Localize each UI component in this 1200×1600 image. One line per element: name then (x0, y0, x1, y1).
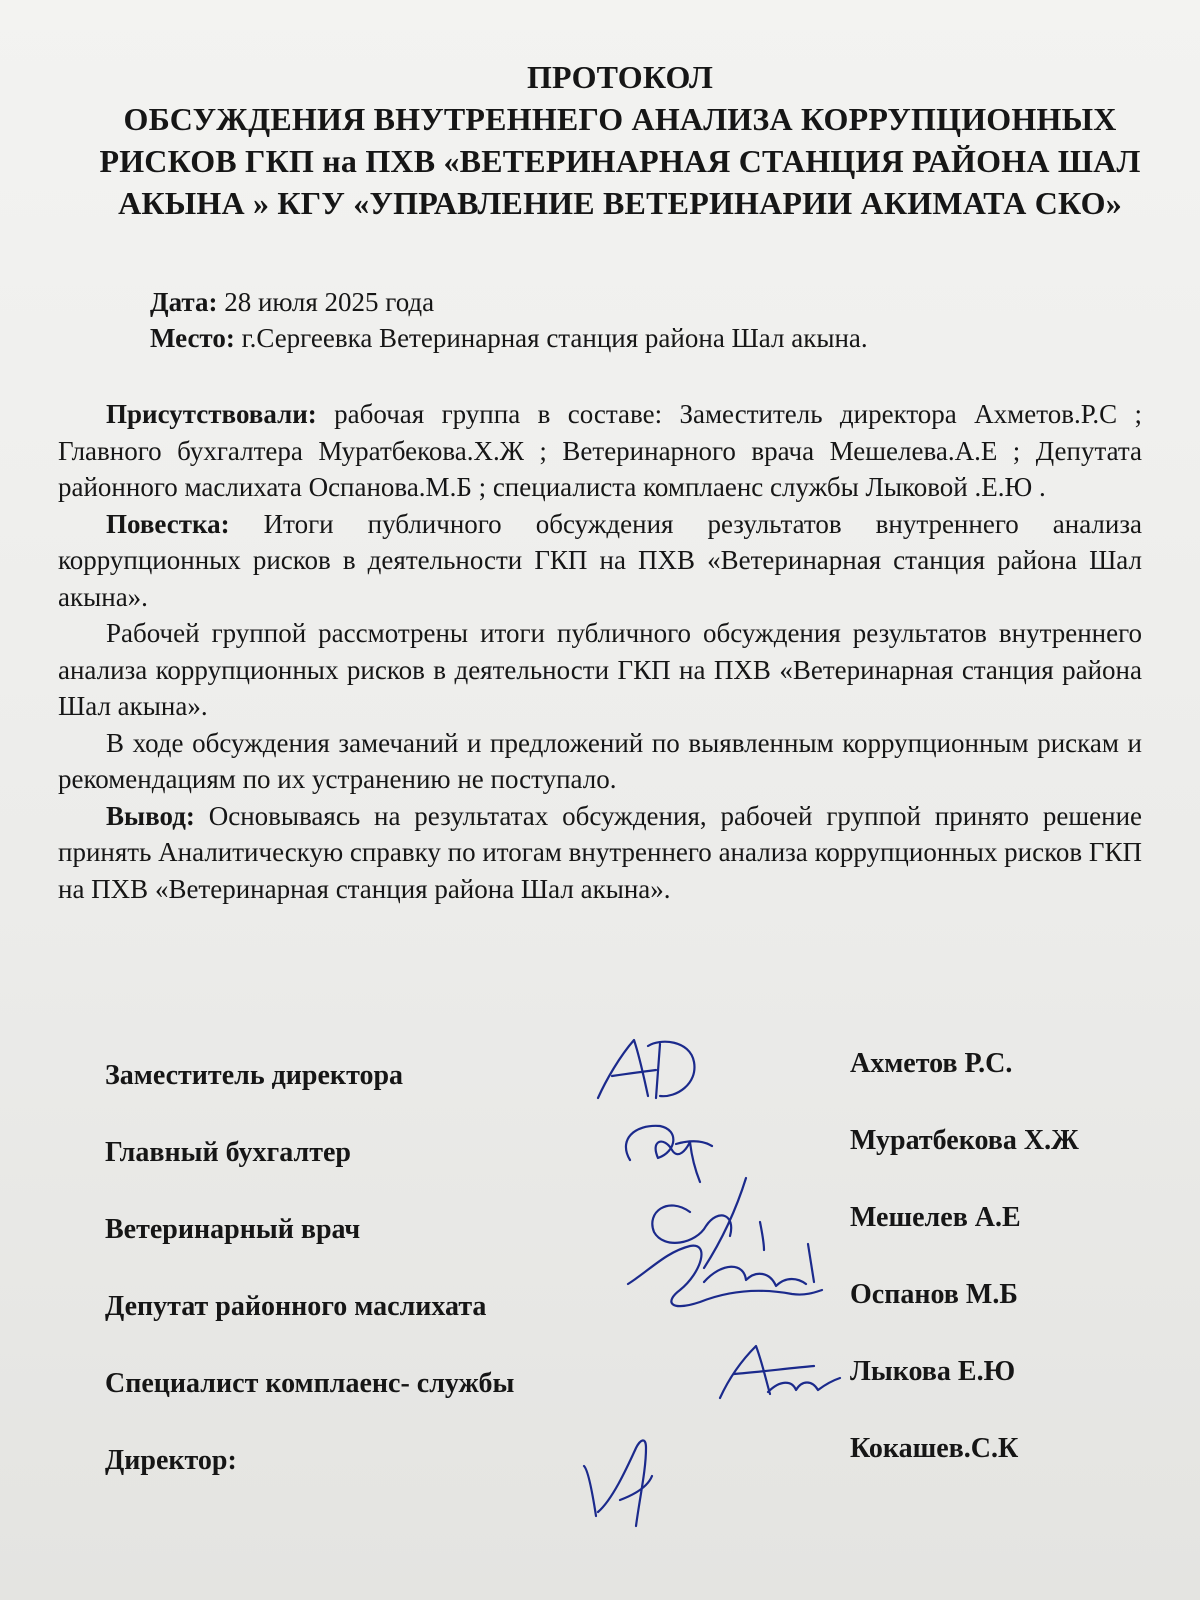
signature-name: Оспанов М.Б (850, 1279, 1018, 1310)
present-paragraph (58, 396, 1142, 506)
title-line-3: РИСКОВ ГКП на ПХВ «ВЕТЕРИНАРНАЯ СТАНЦИЯ РАЙОНА ШАЛ (99, 143, 1141, 179)
signature-role: Заместитель директора (105, 1060, 404, 1091)
title-line-1: ПРОТОКОЛ (526, 59, 714, 95)
agenda-text: Итоги публичного обсуждения результатов внутреннего анализа коррупционных рисков в деятельности ГКП на ПХВ «Ветеринарная станция района Шал акына». (58, 508, 1142, 612)
title-line-2: ОБСУЖДЕНИЯ ВНУТРЕННЕГО АНАЛИЗА КОРРУПЦИОННЫХ (123, 101, 1117, 137)
signature-name: Лыкова Е.Ю (850, 1356, 1016, 1387)
agenda-paragraph (58, 506, 1142, 616)
signature-row (105, 1433, 1145, 1520)
place-label: Место: (150, 323, 235, 353)
signature-name: Муратбекова Х.Ж (850, 1125, 1079, 1156)
present-text: рабочая группа в составе: Заместитель директора Ахметов.Р.С ; Главного бухгалтера Муратбекова.Х.Ж ; Ветеринарного врача Мешелева.А.Е ; Депутата районного маслихата Оспанова.М.Б ; специалиста комплаенс службы Лыковой .Е.Ю . (58, 399, 1142, 502)
conclusion-paragraph (58, 798, 1142, 908)
signature-role: Директор: (105, 1445, 237, 1476)
place-line (150, 320, 868, 356)
date-label: Дата: (150, 287, 218, 317)
meta-block (150, 284, 868, 356)
document-title (70, 56, 1170, 224)
conclusion-label: Вывод: (106, 800, 195, 831)
conclusion-text: Основываясь на результатах обсуждения, рабочей группой принято решение принять Аналитическую справку по итогам внутреннего анализа коррупционных рисков ГКП на ПХВ «Ветеринарная станция района Шал акына». (58, 800, 1142, 904)
review-paragraph: Рабочей группой рассмотрены итоги публичного обсуждения результатов внутреннего анализа коррупционных рисков в деятельности ГКП на ПХВ «Ветеринарная станция района Шал акына». (58, 618, 1142, 721)
present-label: Присутствовали: (106, 399, 317, 429)
signature-table (105, 1048, 1145, 1520)
place-value: г.Сергеевка Ветеринарная станция района Шал акына. (234, 323, 868, 353)
title-line-4: АКЫНА » КГУ «УПРАВЛЕНИЕ ВЕТЕРИНАРИИ АКИМАТА СКО» (118, 185, 1122, 221)
signature-name: Кокашев.С.К (850, 1433, 1019, 1464)
document-body (58, 396, 1142, 907)
signature-role: Специалист комплаенс- службы (105, 1368, 515, 1399)
signature-name: Мешелев А.Е (850, 1202, 1021, 1233)
agenda-label: Повестка: (106, 508, 230, 539)
signature-role: Главный бухгалтер (105, 1137, 351, 1168)
signature-role: Ветеринарный врач (105, 1214, 361, 1245)
signature-role: Депутат районного маслихата (105, 1291, 487, 1322)
discussion-paragraph: В ходе обсуждения замечаний и предложений по выявленным коррупционным рискам и рекомендациям по их устранению не поступало. (58, 727, 1142, 794)
date-value: 28 июля 2025 года (217, 287, 435, 317)
signature-name: Ахметов Р.С. (850, 1048, 1013, 1079)
date-line (150, 284, 868, 320)
